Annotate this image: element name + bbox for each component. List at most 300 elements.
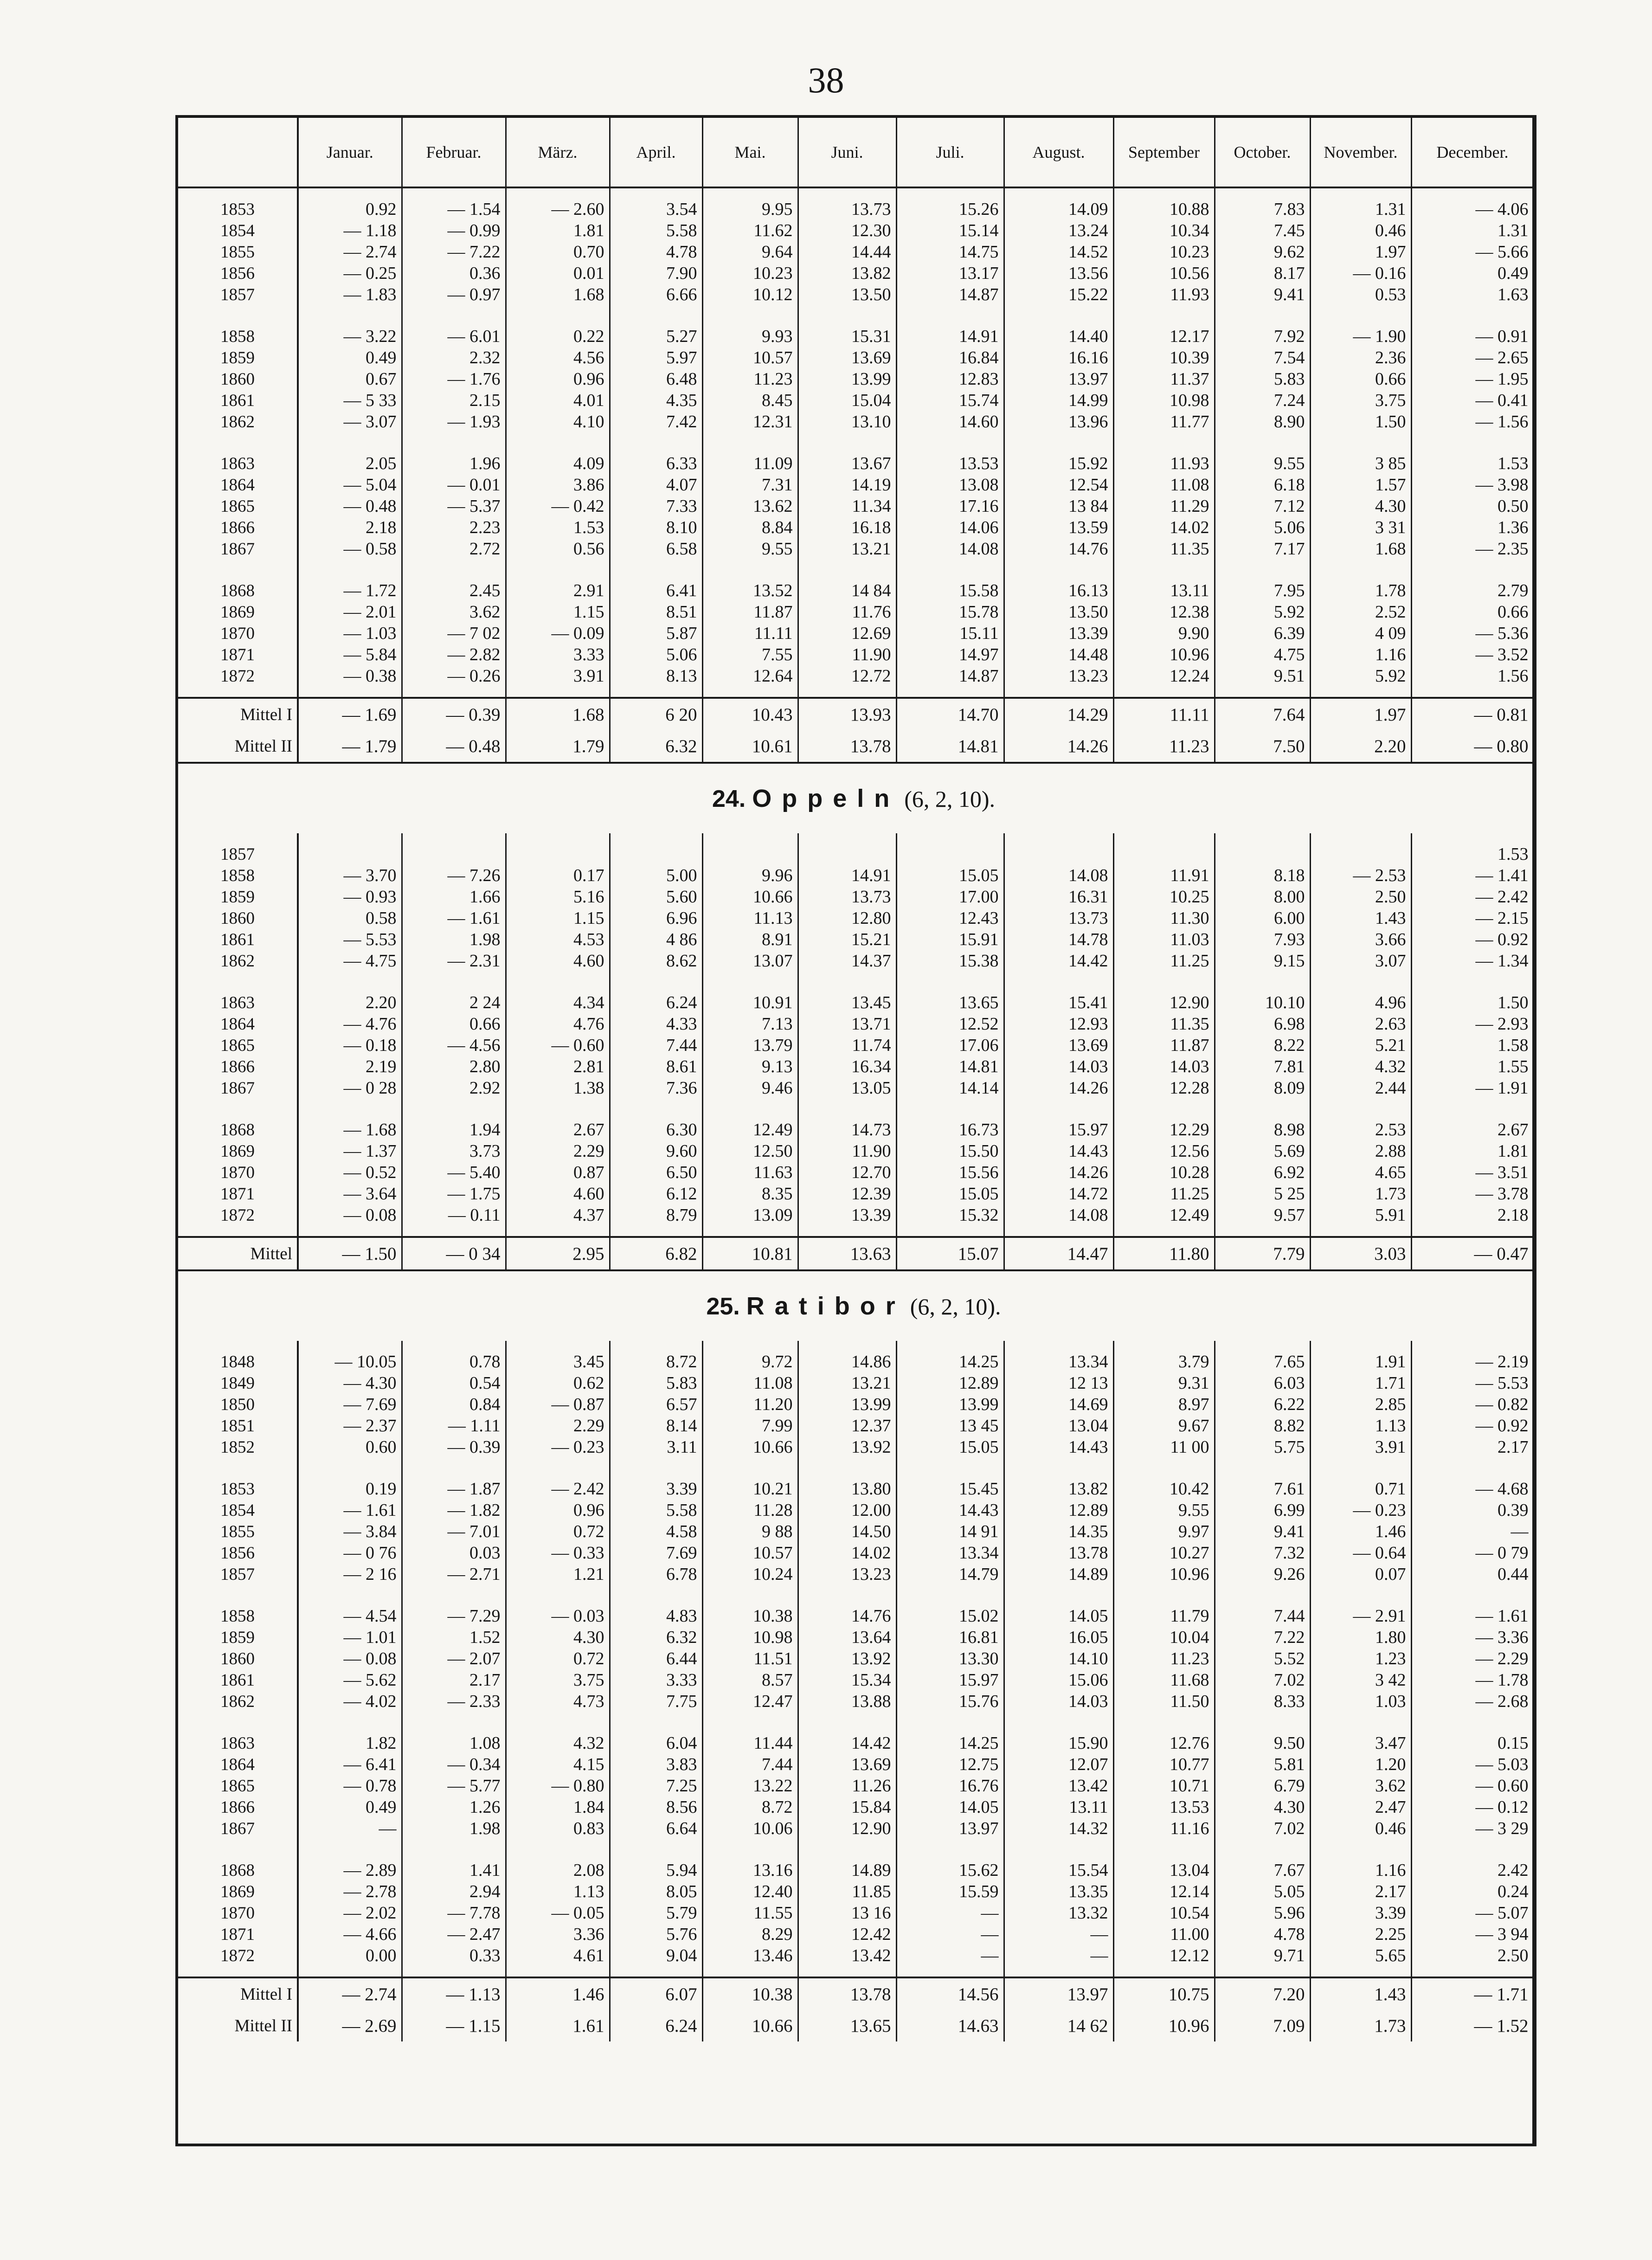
value-cell: 3.75 (1310, 390, 1411, 411)
value-cell: 6.58 (610, 538, 702, 560)
value-cell: — 0.92 (1411, 1415, 1534, 1436)
spacer-cell (1310, 1585, 1411, 1605)
year-cell: 1869 (178, 1881, 298, 1902)
year-cell: 1848 (178, 1351, 298, 1372)
value-cell: 2.17 (402, 1669, 506, 1691)
value-cell: 10.57 (702, 347, 798, 368)
value-cell: — 2.01 (298, 601, 402, 623)
table-row (178, 1140, 1534, 1162)
value-cell: 14.78 (1004, 929, 1113, 950)
value-cell: 2.47 (1310, 1796, 1411, 1818)
value-cell: — 1.95 (1411, 368, 1534, 390)
year-cell: 1862 (178, 1691, 298, 1712)
value-cell: 11.90 (798, 644, 896, 665)
value-cell: 10.57 (702, 1542, 798, 1564)
value-cell: 1.53 (506, 517, 610, 538)
value-cell: 1.08 (402, 1732, 506, 1754)
value-cell: 7.65 (1215, 1351, 1310, 1372)
year-cell: 1860 (178, 368, 298, 390)
value-cell: 5.06 (1215, 517, 1310, 538)
spacer-cell (402, 1341, 506, 1351)
value-cell: 1.20 (1310, 1754, 1411, 1775)
value-cell: 4.30 (1215, 1796, 1310, 1818)
value-cell: 0.49 (298, 1796, 402, 1818)
spacer-cell (1310, 187, 1411, 199)
value-cell: 1.98 (402, 929, 506, 950)
value-cell: 15.05 (896, 865, 1004, 886)
value-cell: 3.91 (1310, 1436, 1411, 1458)
value-cell: 12.93 (1004, 1013, 1113, 1035)
value-cell: 4.61 (506, 1945, 610, 1966)
value-cell: — 2.74 (298, 241, 402, 263)
spacer-cell (1113, 687, 1215, 698)
value-cell: 1.36 (1411, 517, 1534, 538)
table-row (178, 1924, 1534, 1945)
value-cell: 13.42 (1004, 1775, 1113, 1796)
spacer-row (178, 1966, 1534, 1977)
value-cell: 1.57 (1310, 474, 1411, 496)
value-cell: — (1004, 1924, 1113, 1945)
value-cell: 0.49 (298, 347, 402, 368)
value-cell: 13.53 (896, 453, 1004, 474)
value-cell: — 0.42 (506, 496, 610, 517)
spacer-cell (896, 187, 1004, 199)
value-cell: — 2.29 (1411, 1648, 1534, 1669)
value-cell: 8.33 (1215, 1691, 1310, 1712)
year-cell: 1859 (178, 1627, 298, 1648)
spacer-cell (298, 1099, 402, 1119)
value-cell: 14.25 (896, 1732, 1004, 1754)
year-cell: 1863 (178, 453, 298, 474)
value-cell: 16.31 (1004, 886, 1113, 908)
value-cell: 7.55 (702, 644, 798, 665)
table-row (178, 1732, 1534, 1754)
value-cell: — 5.37 (402, 496, 506, 517)
value-cell: — 1.93 (402, 411, 506, 432)
spacer-cell (178, 187, 298, 199)
value-cell: 15.38 (896, 950, 1004, 972)
table-row (178, 1669, 1534, 1691)
spacer-cell (402, 1458, 506, 1478)
value-cell: — 5.40 (402, 1162, 506, 1183)
spacer-cell (702, 1226, 798, 1237)
value-cell: 13.35 (1004, 1881, 1113, 1902)
value-cell: 15.21 (798, 929, 896, 950)
spacer-cell (610, 1341, 702, 1351)
value-cell: — 5.36 (1411, 623, 1534, 644)
value-cell: 15.54 (1004, 1860, 1113, 1881)
mean-value-cell: 10.38 (702, 1977, 798, 2010)
value-cell: 8.10 (610, 517, 702, 538)
value-cell: 14.52 (1004, 241, 1113, 263)
mean-value-cell: 7.20 (1215, 1977, 1310, 2010)
spacer-cell (702, 1839, 798, 1860)
value-cell: 2 24 (402, 992, 506, 1013)
value-cell: 15.45 (896, 1478, 1004, 1500)
value-cell: 6.03 (1215, 1372, 1310, 1394)
value-cell: 14.75 (896, 241, 1004, 263)
value-cell: 1.58 (1411, 1035, 1534, 1056)
spacer-cell (702, 1585, 798, 1605)
value-cell: 14.91 (896, 326, 1004, 347)
value-cell: 12.90 (798, 1818, 896, 1839)
mean-value-cell: — 0 34 (402, 1237, 506, 1270)
station-title (178, 763, 1534, 833)
spacer-cell (798, 1966, 896, 1977)
value-cell: 15.58 (896, 580, 1004, 601)
spacer-cell (1004, 833, 1113, 843)
value-cell: — 0.97 (402, 284, 506, 305)
header-row (178, 118, 1534, 187)
mean-value-cell: 7.64 (1215, 698, 1310, 730)
year-cell: 1857 (178, 1564, 298, 1585)
value-cell: 0.58 (298, 908, 402, 929)
value-cell: 4 86 (610, 929, 702, 950)
value-cell: 8.13 (610, 665, 702, 687)
value-cell: 13.24 (1004, 220, 1113, 241)
mean-label: Mittel I (178, 1977, 298, 2010)
value-cell: 15.04 (798, 390, 896, 411)
value-cell: — 1.75 (402, 1183, 506, 1204)
month-header-10: October. (1215, 118, 1310, 187)
value-cell: 17.06 (896, 1035, 1004, 1056)
value-cell: — 4.75 (298, 950, 402, 972)
value-cell: 13.52 (702, 580, 798, 601)
value-cell: 13.23 (1004, 665, 1113, 687)
value-cell: 2.25 (1310, 1924, 1411, 1945)
value-cell: — 5.53 (1411, 1372, 1534, 1394)
mean-value-cell: 13.78 (798, 730, 896, 763)
mean-value-cell: 1.73 (1310, 2010, 1411, 2041)
mean-value-cell: — 1.79 (298, 730, 402, 763)
value-cell: — 2.35 (1411, 538, 1534, 560)
mean-value-cell: 1.79 (506, 730, 610, 763)
mean-value-cell: — 1.15 (402, 2010, 506, 2041)
mean-value-cell: 11.80 (1113, 1237, 1215, 1270)
year-cell: 1855 (178, 241, 298, 263)
table-row (178, 1162, 1534, 1183)
spacer-cell (298, 1226, 402, 1237)
value-cell: 14.35 (1004, 1521, 1113, 1542)
value-cell: 11.08 (702, 1372, 798, 1394)
value-cell: — 5.77 (402, 1775, 506, 1796)
spacer-row (178, 1585, 1534, 1605)
value-cell: 1.41 (402, 1860, 506, 1881)
year-cell: 1861 (178, 1669, 298, 1691)
value-cell: 0.72 (506, 1648, 610, 1669)
value-cell: — 3.64 (298, 1183, 402, 1204)
spacer-cell (702, 833, 798, 843)
value-cell: 7.69 (610, 1542, 702, 1564)
value-cell: — 4.54 (298, 1605, 402, 1627)
value-cell: 8.97 (1113, 1394, 1215, 1415)
value-cell: 0.66 (402, 1013, 506, 1035)
spacer-cell (610, 687, 702, 698)
mean-row (178, 730, 1534, 763)
value-cell: — 5 33 (298, 390, 402, 411)
value-cell: 7.42 (610, 411, 702, 432)
table-row (178, 644, 1534, 665)
value-cell: 15.92 (1004, 453, 1113, 474)
spacer-cell (298, 972, 402, 992)
value-cell: — 2.68 (1411, 1691, 1534, 1712)
value-cell: 8.72 (610, 1351, 702, 1372)
value-cell: — 0.52 (298, 1162, 402, 1183)
value-cell: — 1.03 (298, 623, 402, 644)
value-cell: 14.42 (798, 1732, 896, 1754)
spacer-cell (298, 1712, 402, 1732)
value-cell: 11.50 (1113, 1691, 1215, 1712)
value-cell: 3.45 (506, 1351, 610, 1372)
spacer-cell (1004, 1226, 1113, 1237)
value-cell: 14.60 (896, 411, 1004, 432)
spacer-cell (702, 1966, 798, 1977)
value-cell: 5.58 (610, 1500, 702, 1521)
value-cell: 7.02 (1215, 1818, 1310, 1839)
value-cell: 12.75 (896, 1754, 1004, 1775)
table-row (178, 1183, 1534, 1204)
value-cell: 9.15 (1215, 950, 1310, 972)
value-cell: 0.46 (1310, 1818, 1411, 1839)
value-cell: 5.00 (610, 865, 702, 886)
table-row (178, 1775, 1534, 1796)
table-row (178, 517, 1534, 538)
month-header-6: Juni. (798, 118, 896, 187)
table-row (178, 496, 1534, 517)
value-cell: — 5.66 (1411, 241, 1534, 263)
value-cell: — 1.18 (298, 220, 402, 241)
value-cell: 9.60 (610, 1140, 702, 1162)
value-cell: 14.03 (1113, 1056, 1215, 1077)
mean-value-cell: 11.11 (1113, 698, 1215, 730)
value-cell: 13.73 (798, 886, 896, 908)
value-cell: 8.17 (1215, 263, 1310, 284)
value-cell: 5.81 (1215, 1754, 1310, 1775)
spacer-cell (610, 1458, 702, 1478)
station-title-row (178, 1270, 1534, 1341)
value-cell: 13.62 (702, 496, 798, 517)
value-cell: 0.15 (1411, 1732, 1534, 1754)
value-cell: 12.90 (1113, 992, 1215, 1013)
value-cell: 7.83 (1215, 199, 1310, 220)
mean-value-cell: 7.50 (1215, 730, 1310, 763)
value-cell: — 2.37 (298, 1415, 402, 1436)
spacer-cell (1004, 1341, 1113, 1351)
value-cell: 2.50 (1310, 886, 1411, 908)
spacer-cell (610, 1585, 702, 1605)
value-cell: 4.30 (1310, 496, 1411, 517)
spacer-cell (402, 1099, 506, 1119)
value-cell: — 1.82 (402, 1500, 506, 1521)
value-cell: 6.12 (610, 1183, 702, 1204)
spacer-cell (1113, 1458, 1215, 1478)
value-cell: 5.87 (610, 623, 702, 644)
value-cell: 4.83 (610, 1605, 702, 1627)
value-cell: — 4.30 (298, 1372, 402, 1394)
value-cell: — 0 28 (298, 1077, 402, 1099)
value-cell: — 0.23 (506, 1436, 610, 1458)
value-cell: 1.63 (1411, 284, 1534, 305)
table-row (178, 1056, 1534, 1077)
value-cell: 5.21 (1310, 1035, 1411, 1056)
value-cell: 12.76 (1113, 1732, 1215, 1754)
value-cell: 5.97 (610, 347, 702, 368)
value-cell: 13.79 (702, 1035, 798, 1056)
value-cell: 3.79 (1113, 1351, 1215, 1372)
value-cell: 16.76 (896, 1775, 1004, 1796)
spacer-cell (896, 1226, 1004, 1237)
value-cell: — 3.51 (1411, 1162, 1534, 1183)
year-cell: 1860 (178, 908, 298, 929)
spacer-cell (1215, 833, 1310, 843)
year-cell: 1861 (178, 929, 298, 950)
spacer-cell (298, 833, 402, 843)
value-cell: 11 00 (1113, 1436, 1215, 1458)
year-cell: 1852 (178, 1436, 298, 1458)
value-cell: 13.11 (1113, 580, 1215, 601)
value-cell: 12.54 (1004, 474, 1113, 496)
mean-value-cell: 14.63 (896, 2010, 1004, 2041)
value-cell: 10.66 (702, 886, 798, 908)
spacer-cell (1215, 1966, 1310, 1977)
table-row (178, 1013, 1534, 1035)
value-cell: 0.83 (506, 1818, 610, 1839)
mean-value-cell: 14 62 (1004, 2010, 1113, 2041)
value-cell: 1.71 (1310, 1372, 1411, 1394)
month-header-1: Januar. (298, 118, 402, 187)
value-cell: — 4.56 (402, 1035, 506, 1056)
spacer-cell (1004, 1839, 1113, 1860)
value-cell: 16.16 (1004, 347, 1113, 368)
value-cell: — 0.91 (1411, 326, 1534, 347)
spacer-cell (896, 972, 1004, 992)
value-cell: 4.34 (506, 992, 610, 1013)
spacer-cell (702, 305, 798, 326)
mean-value-cell: 14.70 (896, 698, 1004, 730)
value-cell: — 3.22 (298, 326, 402, 347)
value-cell: 13.50 (1004, 601, 1113, 623)
value-cell: 13.69 (798, 1754, 896, 1775)
value-cell: 10.54 (1113, 1902, 1215, 1924)
spacer-cell (1215, 972, 1310, 992)
value-cell: 13.92 (798, 1436, 896, 1458)
value-cell: — 1.11 (402, 1415, 506, 1436)
table-row (178, 950, 1534, 972)
value-cell: 7.12 (1215, 496, 1310, 517)
mean-value-cell: 3.03 (1310, 1237, 1411, 1270)
value-cell: 13.97 (896, 1818, 1004, 1839)
value-cell: 10.39 (1113, 347, 1215, 368)
year-header-cell (178, 118, 298, 187)
value-cell: 1.21 (506, 1564, 610, 1585)
spacer-cell (798, 1341, 896, 1351)
value-cell (702, 843, 798, 865)
spacer-cell (610, 1712, 702, 1732)
station-title-row (178, 763, 1534, 833)
spacer-cell (1310, 687, 1411, 698)
value-cell: 12.89 (1004, 1500, 1113, 1521)
spacer-cell (896, 687, 1004, 698)
spacer-cell (506, 1458, 610, 1478)
value-cell: 1.50 (1411, 992, 1534, 1013)
year-cell: 1872 (178, 1204, 298, 1226)
value-cell: 13.53 (1113, 1796, 1215, 1818)
value-cell: 13.92 (798, 1648, 896, 1669)
spacer-cell (506, 687, 610, 698)
year-cell: 1858 (178, 1605, 298, 1627)
value-cell: 12.30 (798, 220, 896, 241)
spacer-cell (1004, 305, 1113, 326)
value-cell: 12.42 (798, 1924, 896, 1945)
table-row (178, 886, 1534, 908)
value-cell: 9.62 (1215, 241, 1310, 263)
year-cell: 1864 (178, 1754, 298, 1775)
value-cell: — 7.22 (402, 241, 506, 263)
mean-value-cell: — 1.52 (1411, 2010, 1534, 2041)
value-cell: 5.16 (506, 886, 610, 908)
table-row (178, 368, 1534, 390)
value-cell: 1.16 (1310, 644, 1411, 665)
value-cell: 14.03 (1004, 1691, 1113, 1712)
spacer-cell (1113, 833, 1215, 843)
value-cell: 2.81 (506, 1056, 610, 1077)
table-row (178, 1945, 1534, 1966)
value-cell: 14.02 (798, 1542, 896, 1564)
value-cell: 1.97 (1310, 241, 1411, 263)
value-cell: 13 84 (1004, 496, 1113, 517)
spacer-cell (1310, 833, 1411, 843)
value-cell: 10.98 (1113, 390, 1215, 411)
value-cell: 1.26 (402, 1796, 506, 1818)
value-cell: 16.73 (896, 1119, 1004, 1140)
value-cell: — 0.87 (506, 1394, 610, 1415)
value-cell: 0.44 (1411, 1564, 1534, 1585)
spacer-cell (896, 833, 1004, 843)
value-cell: 12.69 (798, 623, 896, 644)
value-cell: 7.32 (1215, 1542, 1310, 1564)
value-cell: 13 45 (896, 1415, 1004, 1436)
value-cell: 13.34 (1004, 1351, 1113, 1372)
spacer-cell (702, 187, 798, 199)
value-cell: 11.63 (702, 1162, 798, 1183)
value-cell: 4.58 (610, 1521, 702, 1542)
year-cell: 1870 (178, 1162, 298, 1183)
value-cell: 13.64 (798, 1627, 896, 1648)
spacer-cell (298, 687, 402, 698)
value-cell: 2.50 (1411, 1945, 1534, 1966)
value-cell: 14.08 (1004, 1204, 1113, 1226)
spacer-cell (1310, 560, 1411, 580)
value-cell: 8.57 (702, 1669, 798, 1691)
value-cell: 8.18 (1215, 865, 1310, 886)
value-cell (610, 843, 702, 865)
value-cell: 2.88 (1310, 1140, 1411, 1162)
value-cell: — 4.66 (298, 1924, 402, 1945)
value-cell: 12.40 (702, 1881, 798, 1902)
spacer-cell (1215, 1226, 1310, 1237)
value-cell: 12.72 (798, 665, 896, 687)
value-cell: 16.84 (896, 347, 1004, 368)
value-cell (402, 843, 506, 865)
value-cell: 5.94 (610, 1860, 702, 1881)
spacer-cell (402, 1966, 506, 1977)
table-row (178, 1500, 1534, 1521)
spacer-cell (1411, 972, 1534, 992)
year-cell: 1856 (178, 263, 298, 284)
value-cell: 13.07 (702, 950, 798, 972)
table-row (178, 1204, 1534, 1226)
spacer-cell (298, 305, 402, 326)
